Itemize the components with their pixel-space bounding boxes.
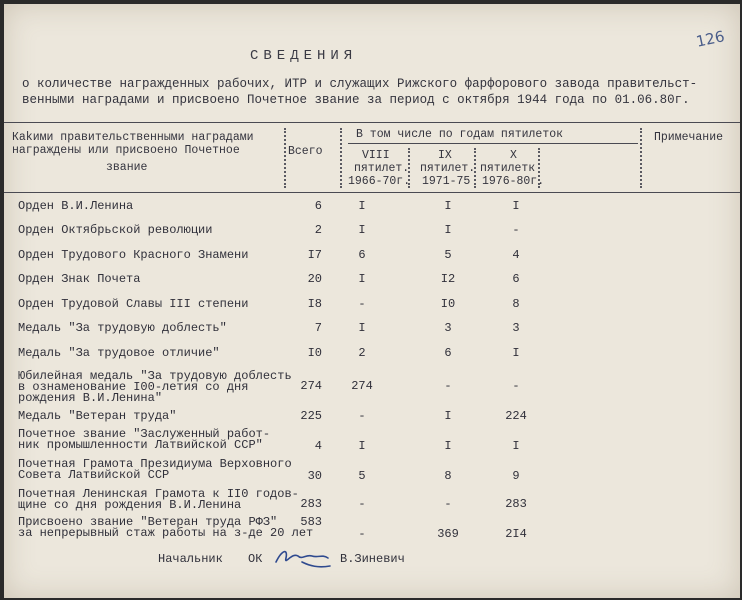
award-label: Медаль "За трудовое отличие" xyxy=(18,346,220,360)
cell-v8: 274 xyxy=(351,379,373,393)
award-label: рождения В.И.Ленина" xyxy=(18,391,163,405)
award-label: Медаль "Ветеран труда" xyxy=(18,409,177,423)
signatory-dept: ОК xyxy=(248,552,263,566)
award-label: Орден Октябрьской революции xyxy=(18,223,213,237)
award-label: Почетное звание "Заслуженный работ- xyxy=(18,427,271,441)
cell-v10: I xyxy=(512,199,520,213)
award-label: Юбилейная медаль "За трудовую доблесть xyxy=(18,369,292,383)
cell-v8: I xyxy=(358,223,366,237)
cell-total: 2 xyxy=(314,223,322,237)
intro-line-2: венными наградами и присвоено Почетное звание за период с октября 1944 года по 01.06.80г. xyxy=(22,93,690,107)
document-title: СВЕДЕНИЯ xyxy=(250,48,358,64)
cell-v9: 5 xyxy=(444,248,452,262)
cell-v9: I xyxy=(444,439,452,453)
cell-v8: - xyxy=(358,497,366,511)
header-awards-line-3: звание xyxy=(106,161,148,174)
cell-total: I0 xyxy=(307,346,322,360)
column-divider xyxy=(640,128,642,188)
cell-total: 583 xyxy=(300,515,322,529)
header-v9-label: пятилет. xyxy=(420,162,476,175)
cell-total: 30 xyxy=(307,469,322,483)
column-divider xyxy=(340,128,342,188)
award-label: Орден Трудового Красного Знамени xyxy=(18,248,249,262)
header-note: Примечание xyxy=(654,131,724,144)
cell-v9: 6 xyxy=(444,346,452,360)
header-v8-years: 1966-70г. xyxy=(348,175,411,188)
signatory-name: В.Зиневич xyxy=(340,552,405,566)
signatory-title: Начальник xyxy=(158,552,223,566)
cell-total: 7 xyxy=(314,321,322,335)
award-label: Орден Трудовой Славы III степени xyxy=(18,297,249,311)
cell-v10: 9 xyxy=(512,469,520,483)
cell-v8: - xyxy=(358,409,366,423)
cell-v8: - xyxy=(358,297,366,311)
header-v9-years: 1971-75 xyxy=(422,175,471,188)
award-label: в ознаменование I00-летия со дня xyxy=(18,380,249,394)
group-header-rule xyxy=(348,143,638,144)
award-label: за непрерывный стаж работы на з-де 20 лет xyxy=(18,526,314,540)
page-number: 126 xyxy=(694,27,727,51)
cell-total: 274 xyxy=(300,379,322,393)
award-label: Орден Знак Почета xyxy=(18,272,141,286)
cell-total: 20 xyxy=(307,272,322,286)
table-top-rule xyxy=(4,122,740,123)
column-divider xyxy=(284,128,286,188)
award-label: Почетная Грамота Президиума Верховного xyxy=(18,457,292,471)
document-page xyxy=(4,4,740,598)
header-total: Всего xyxy=(288,145,323,158)
cell-v9: I xyxy=(444,409,452,423)
award-label: щине со дня рождения В.И.Ленина xyxy=(18,498,242,512)
award-label: Совета Латвийской ССР xyxy=(18,468,170,482)
cell-v8: 6 xyxy=(358,248,366,262)
award-label: ник промышленности Латвийской ССР" xyxy=(18,438,263,452)
cell-v9: I0 xyxy=(440,297,456,311)
cell-v8: I xyxy=(358,321,366,335)
cell-total: I7 xyxy=(307,248,322,262)
header-v10-numeral: X xyxy=(510,149,517,162)
cell-v10: 6 xyxy=(512,272,520,286)
header-awards-line-2: награждены или присвоено Почетное xyxy=(12,144,240,157)
header-v9-numeral: IX xyxy=(438,149,452,162)
cell-v10: 8 xyxy=(512,297,520,311)
cell-v9: I xyxy=(444,223,452,237)
cell-v10: - xyxy=(512,379,520,393)
cell-v9: - xyxy=(444,379,452,393)
cell-v10: 3 xyxy=(512,321,520,335)
cell-total: I8 xyxy=(307,297,322,311)
header-v8-numeral: VIII xyxy=(362,149,390,162)
header-awards-line-1: Каkими правительственными наградами xyxy=(12,131,254,144)
cell-v9: 369 xyxy=(437,527,459,541)
header-bottom-rule xyxy=(4,192,740,193)
cell-v8: 2 xyxy=(358,346,366,360)
header-five-year-group: В том числе по годам пятилеток xyxy=(356,128,564,141)
cell-v10: 283 xyxy=(505,497,527,511)
handwritten-signature xyxy=(272,544,334,572)
cell-v8: I xyxy=(358,272,366,286)
cell-v9: - xyxy=(444,497,452,511)
cell-v10: 2I4 xyxy=(505,527,527,541)
cell-v10: 224 xyxy=(505,409,527,423)
cell-total: 4 xyxy=(314,439,322,453)
cell-v10: I xyxy=(512,439,520,453)
cell-v8: I xyxy=(358,199,366,213)
cell-total: 225 xyxy=(300,409,322,423)
header-v8-label: пятилет. xyxy=(354,162,410,175)
award-label: Орден В.И.Ленина xyxy=(18,199,134,213)
cell-v10: - xyxy=(512,223,520,237)
cell-total: 283 xyxy=(300,497,322,511)
cell-v8: I xyxy=(358,439,366,453)
header-v10-label: пятилетк xyxy=(480,162,536,175)
cell-v8: - xyxy=(358,527,366,541)
cell-v8: 5 xyxy=(358,469,366,483)
cell-v9: I xyxy=(444,199,452,213)
award-label: Медаль "За трудовую доблесть" xyxy=(18,321,227,335)
cell-v9: 3 xyxy=(444,321,452,335)
cell-v9: I2 xyxy=(440,272,456,286)
cell-v10: I xyxy=(512,346,520,360)
intro-line-1: о количестве награжденных рабочих, ИТР и служащих Рижского фарфорового завода правительст- xyxy=(22,77,698,91)
cell-v10: 4 xyxy=(512,248,520,262)
award-label: Почетная Ленинская Грамота к II0 годов- xyxy=(18,487,299,501)
header-v10-years: 1976-80г. xyxy=(482,175,545,188)
award-label: Присвоено звание "Ветеран труда РФЗ" xyxy=(18,515,278,529)
cell-total: 6 xyxy=(314,199,322,213)
cell-v9: 8 xyxy=(444,469,452,483)
